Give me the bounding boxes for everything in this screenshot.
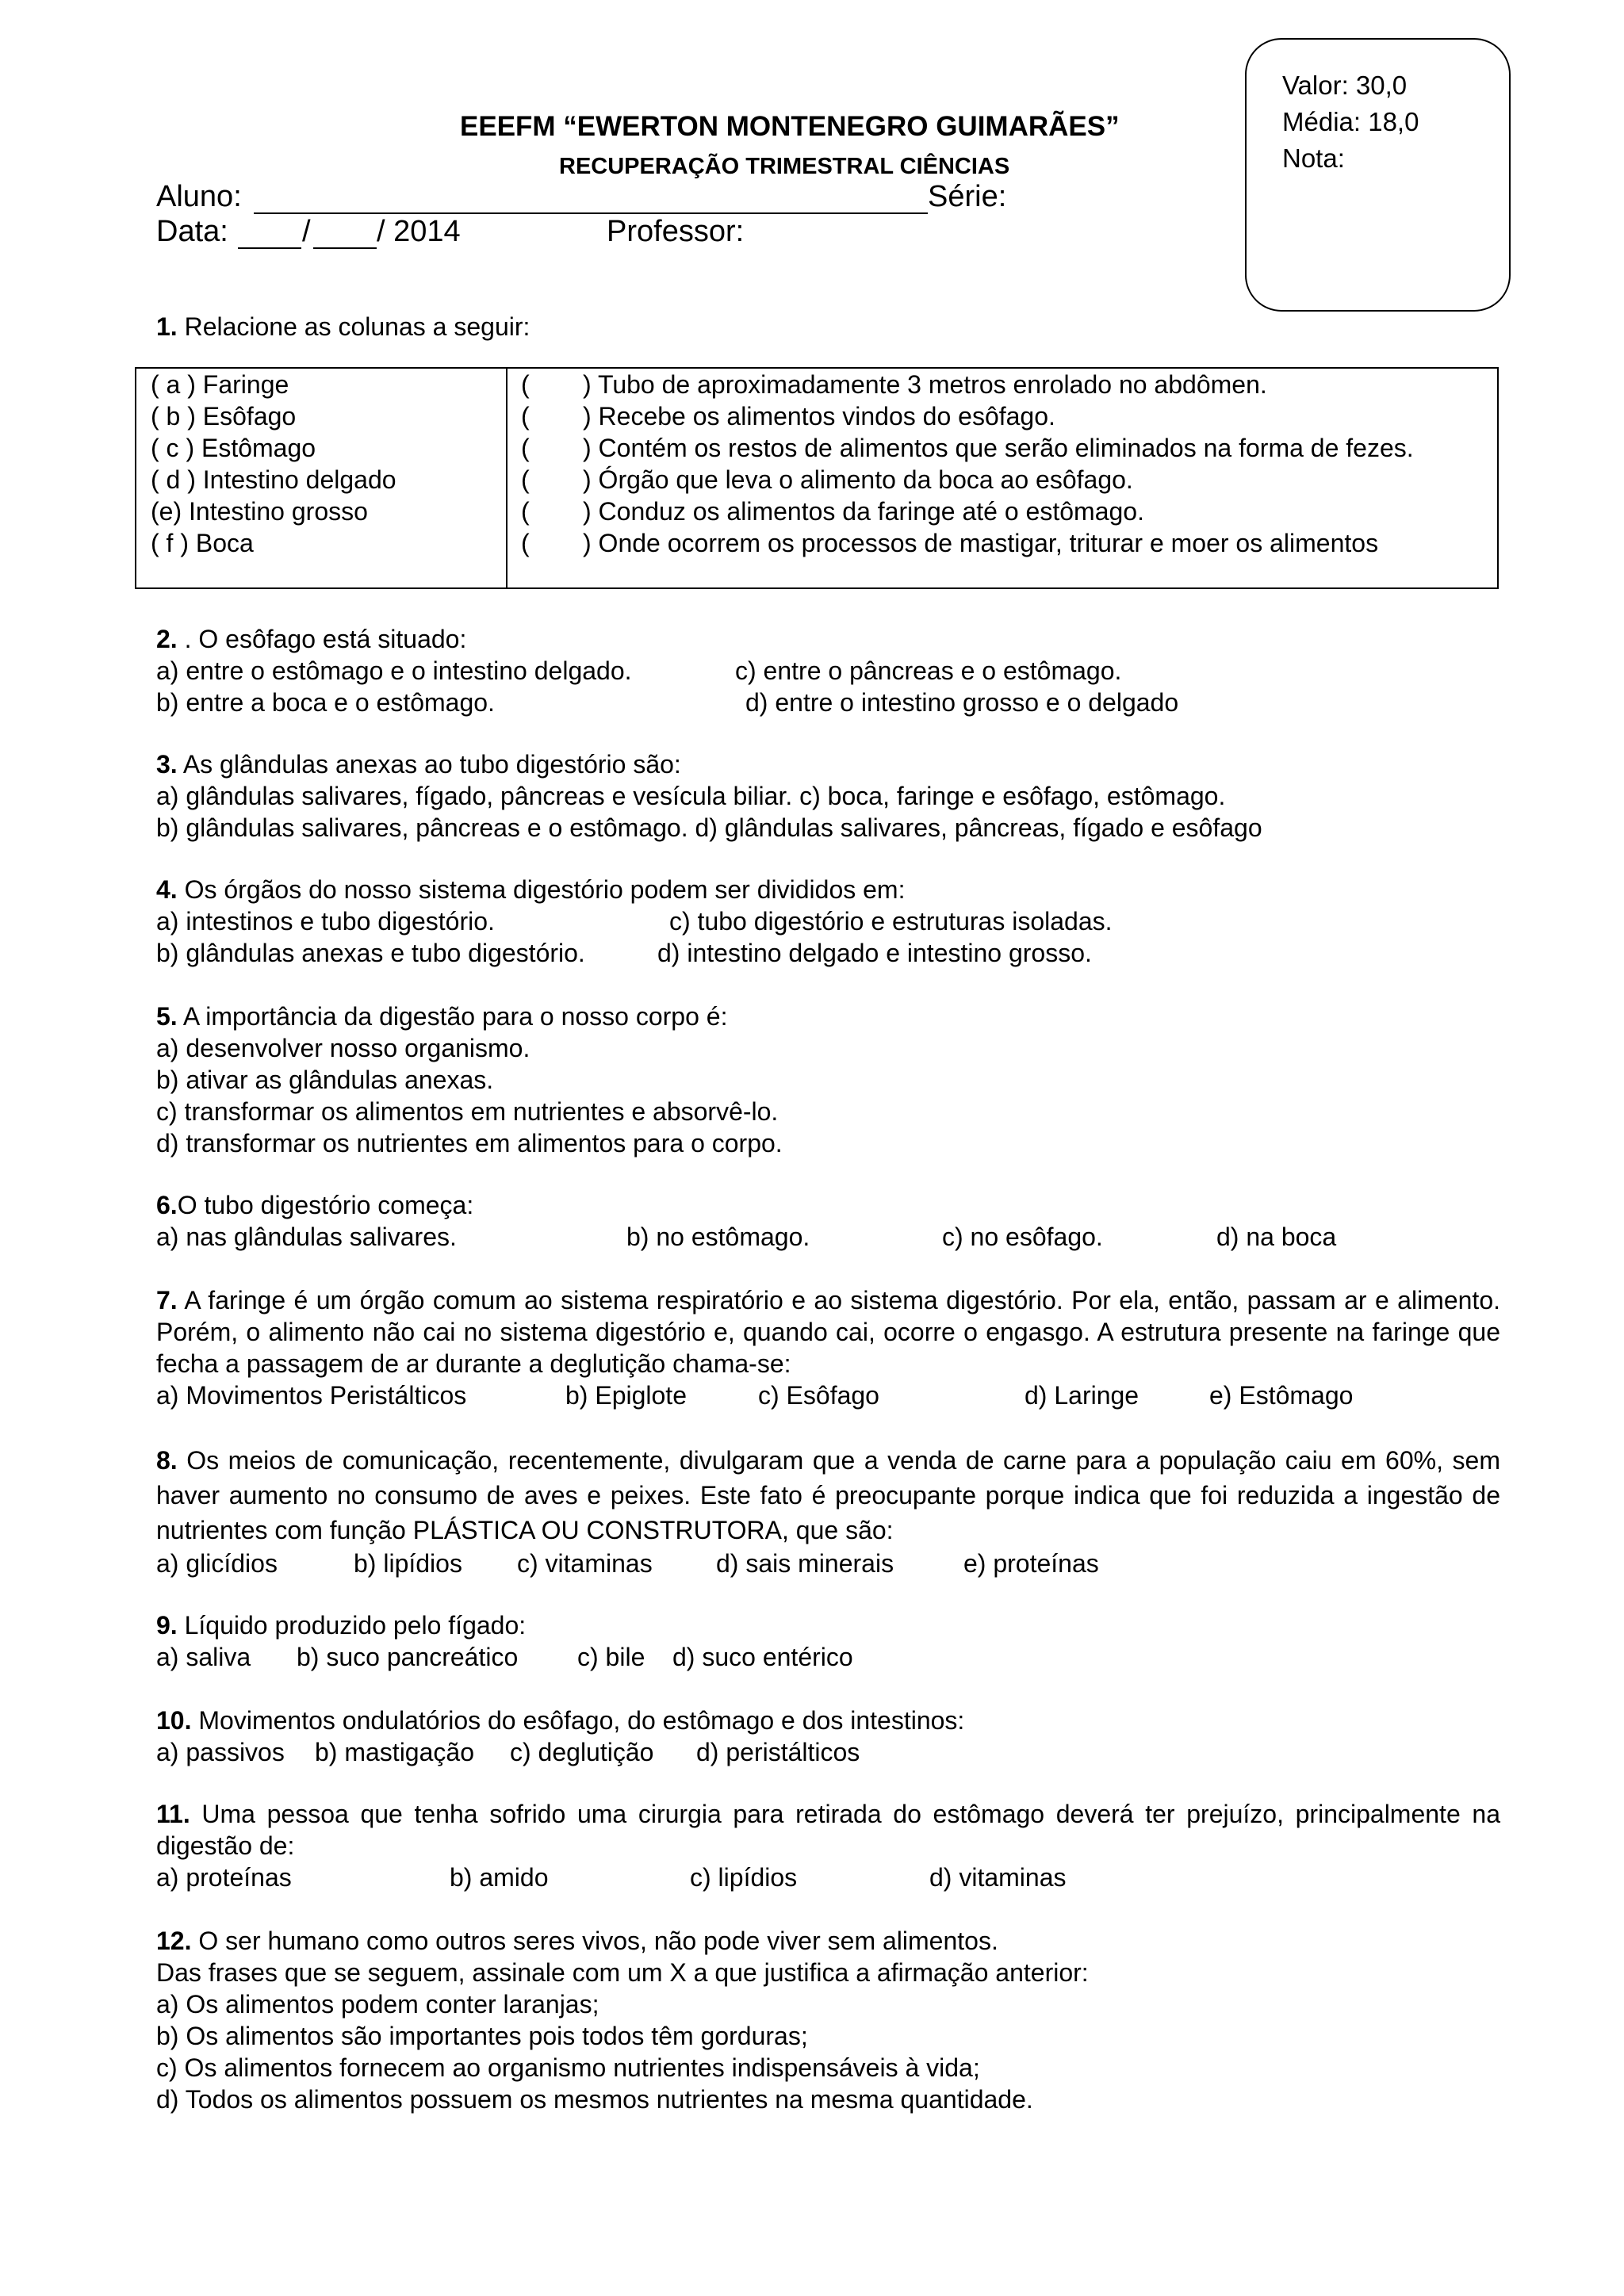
option-a[interactable]: a) intestinos e tubo digestório.	[156, 907, 495, 936]
question-11	[156, 1798, 1500, 1893]
question-text: As glândulas anexas ao tubo digestório são:	[177, 750, 681, 779]
option-d[interactable]: d) vitaminas	[929, 1863, 1067, 1892]
option-b[interactable]: b) entre a boca e o estômago.	[156, 688, 495, 717]
data-label: Data:	[156, 215, 228, 248]
question-6	[156, 1189, 1500, 1253]
description-text: ) Órgão que leva o alimento da boca ao esôfago.	[583, 465, 1133, 494]
question-text: Uma pessoa que tenha sofrido uma cirurgia para retirada do estômago deverá ter prejuízo, principalmente na digestão de:	[156, 1800, 1500, 1860]
option-c[interactable]: c) Os alimentos fornecem ao organismo nutrientes indispensáveis à vida;	[156, 2053, 980, 2082]
month-blank[interactable]	[313, 247, 377, 249]
option-c[interactable]: c) entre o pâncreas e o estômago.	[735, 656, 1122, 685]
day-blank[interactable]	[238, 247, 301, 249]
organ-item: ( c ) Estômago	[151, 434, 316, 462]
answer-blank[interactable]: (	[521, 529, 530, 557]
option-b[interactable]: b) Os alimentos são importantes pois todos têm gorduras;	[156, 2022, 808, 2050]
option-d[interactable]: d) Todos os alimentos possuem os mesmos nutrientes na mesma quantidade.	[156, 2085, 1033, 2114]
option-a[interactable]: a) saliva	[156, 1643, 251, 1671]
question-number: 2.	[156, 625, 178, 653]
left-column	[151, 369, 396, 559]
question-4	[156, 874, 1500, 969]
answer-blank[interactable]: (	[521, 465, 530, 494]
question-text: Relacione as colunas a seguir:	[177, 312, 530, 341]
option-a[interactable]: a) entre o estômago e o intestino delgado.	[156, 656, 632, 685]
question-instruction: Das frases que se seguem, assinale com um X a que justifica a afirmação anterior:	[156, 1958, 1089, 1987]
question-number: 9.	[156, 1611, 178, 1640]
option-c[interactable]: c) tubo digestório e estruturas isoladas.	[669, 907, 1113, 936]
options-line-2: b) glândulas salivares, pâncreas e o estômago. d) glândulas salivares, pâncreas, fígado e esôfago	[156, 813, 1262, 842]
question-text: O ser humano como outros seres vivos, não pode viver sem alimentos.	[191, 1927, 998, 1955]
aluno-blank[interactable]	[254, 212, 928, 214]
option-d[interactable]: d) entre o intestino grosso e o delgado	[745, 688, 1179, 717]
description-text: ) Conduz os alimentos da faringe até o estômago.	[583, 497, 1144, 526]
description-text: ) Recebe os alimentos vindos do esôfago.	[583, 402, 1055, 430]
option-b[interactable]: b) ativar as glândulas anexas.	[156, 1066, 494, 1094]
question-number: 10.	[156, 1706, 192, 1735]
option-c[interactable]: c) transformar os alimentos em nutrientes e absorvê-lo.	[156, 1097, 779, 1126]
question-3	[156, 748, 1500, 844]
matching-table	[135, 367, 1499, 589]
grade-box	[1245, 38, 1511, 312]
option-b[interactable]: b) lipídios	[354, 1549, 462, 1578]
option-e[interactable]: e) proteínas	[963, 1549, 1099, 1578]
date-year: / 2014	[377, 215, 461, 248]
option-a[interactable]: a) nas glândulas salivares.	[156, 1223, 457, 1251]
question-number: 1.	[156, 312, 178, 341]
option-c[interactable]: c) bile	[577, 1643, 645, 1671]
organ-item: ( b ) Esôfago	[151, 402, 297, 430]
option-d[interactable]: d) na boca	[1216, 1223, 1337, 1251]
organ-item: (e) Intestino grosso	[151, 497, 368, 526]
column-divider	[506, 369, 508, 587]
option-b[interactable]: b) Epiglote	[565, 1381, 687, 1410]
option-a[interactable]: a) Movimentos Peristálticos	[156, 1381, 467, 1410]
option-d[interactable]: d) Laringe	[1025, 1381, 1139, 1410]
nota-label: Nota:	[1282, 144, 1345, 173]
question-number: 4.	[156, 875, 178, 904]
date-separator: /	[302, 215, 311, 248]
aluno-label: Aluno:	[156, 180, 242, 213]
option-b[interactable]: b) suco pancreático	[297, 1643, 519, 1671]
question-text: Movimentos ondulatórios do esôfago, do estômago e dos intestinos:	[191, 1706, 965, 1735]
question-number: 8.	[156, 1446, 178, 1475]
option-d[interactable]: d) transformar os nutrientes em alimentos para o corpo.	[156, 1129, 783, 1158]
question-12	[156, 1925, 1500, 2115]
right-column	[521, 369, 1414, 559]
description-item	[521, 400, 1414, 432]
option-b[interactable]: b) glândulas anexas e tubo digestório.	[156, 939, 585, 967]
question-number: 12.	[156, 1927, 192, 1955]
answer-blank[interactable]: (	[521, 402, 530, 430]
option-c[interactable]: c) deglutição	[510, 1738, 654, 1766]
question-10	[156, 1705, 1500, 1768]
description-item	[521, 527, 1414, 559]
option-c[interactable]: c) no esôfago.	[942, 1223, 1103, 1251]
option-d[interactable]: d) peristálticos	[696, 1738, 860, 1766]
option-c[interactable]: c) vitaminas	[517, 1549, 653, 1578]
media-label: Média: 18,0	[1282, 107, 1419, 136]
organ-item: ( a ) Faringe	[151, 370, 289, 399]
answer-blank[interactable]: (	[521, 370, 530, 399]
organ-item: ( f ) Boca	[151, 529, 254, 557]
description-item	[521, 432, 1414, 464]
option-c[interactable]: c) lipídios	[690, 1863, 798, 1892]
option-d[interactable]: d) intestino delgado e intestino grosso.	[657, 939, 1092, 967]
question-7	[156, 1284, 1500, 1411]
option-a[interactable]: a) proteínas	[156, 1863, 292, 1892]
serie-label: Série:	[928, 180, 1007, 213]
answer-blank[interactable]: (	[521, 434, 530, 462]
question-number: 6.	[156, 1191, 178, 1219]
option-a[interactable]: a) desenvolver nosso organismo.	[156, 1034, 530, 1062]
option-e[interactable]: e) Estômago	[1209, 1381, 1354, 1410]
question-number: 7.	[156, 1286, 178, 1314]
question-text: Líquido produzido pelo fígado:	[177, 1611, 527, 1640]
option-a[interactable]: a) passivos	[156, 1738, 285, 1766]
question-5	[156, 1001, 1500, 1159]
exam-title: RECUPERAÇÃO TRIMESTRAL CIÊNCIAS	[559, 154, 1010, 179]
organ-item: ( d ) Intestino delgado	[151, 465, 396, 494]
question-number: 11.	[156, 1800, 190, 1828]
option-a[interactable]: a) glicídios	[156, 1549, 278, 1578]
option-d[interactable]: d) suco entérico	[672, 1643, 853, 1671]
question-number: 5.	[156, 1002, 178, 1031]
description-item	[521, 496, 1414, 527]
school-name: EEEFM “EWERTON MONTENEGRO GUIMARÃES”	[460, 111, 1120, 142]
question-8	[156, 1443, 1500, 1579]
question-text: Os meios de comunicação, recentemente, divulgaram que a venda de carne para a população caiu em 60%, sem haver aumento no consumo de aves e peixes. Este fato é preocupante porque indica que foi reduzida a ingestão de nutrientes com função PLÁSTICA OU CONSTRUTORA, que são:	[156, 1446, 1500, 1544]
option-c[interactable]: c) Esôfago	[758, 1381, 879, 1410]
question-text: . O esôfago está situado:	[177, 625, 467, 653]
option-b[interactable]: b) mastigação	[315, 1738, 474, 1766]
description-item	[521, 369, 1414, 400]
valor-label: Valor: 30,0	[1282, 71, 1408, 100]
question-text: A importância da digestão para o nosso corpo é:	[177, 1002, 728, 1031]
description-text: ) Onde ocorrem os processos de mastigar, triturar e moer os alimentos	[583, 529, 1379, 557]
answer-blank[interactable]: (	[521, 497, 530, 526]
professor-label: Professor:	[607, 215, 745, 248]
option-d[interactable]: d) sais minerais	[716, 1549, 894, 1578]
question-2	[156, 623, 1500, 718]
description-item	[521, 464, 1414, 496]
question-number: 3.	[156, 750, 178, 779]
options-line-1: a) glândulas salivares, fígado, pâncreas e vesícula biliar. c) boca, faringe e esôfago, estômago.	[156, 782, 1226, 810]
question-text: A faringe é um órgão comum ao sistema respiratório e ao sistema digestório. Por ela, então, passam ar e alimento. Porém, o alimento não cai no sistema digestório e, quando cai, ocorre o engasgo. A estrutura presente na faringe que fecha a passagem de ar durante a deglutição chama-se:	[156, 1286, 1500, 1378]
question-text: Os órgãos do nosso sistema digestório podem ser divididos em:	[177, 875, 906, 904]
option-b[interactable]: b) amido	[450, 1863, 549, 1892]
description-text: ) Tubo de aproximadamente 3 metros enrolado no abdômen.	[583, 370, 1267, 399]
option-a[interactable]: a) Os alimentos podem conter laranjas;	[156, 1990, 599, 2019]
description-text: ) Contém os restos de alimentos que serão eliminados na forma de fezes.	[583, 434, 1414, 462]
question-9	[156, 1609, 1500, 1673]
question-text: O tubo digestório começa:	[177, 1191, 474, 1219]
question-1	[156, 311, 1500, 342]
option-b[interactable]: b) no estômago.	[626, 1223, 810, 1251]
